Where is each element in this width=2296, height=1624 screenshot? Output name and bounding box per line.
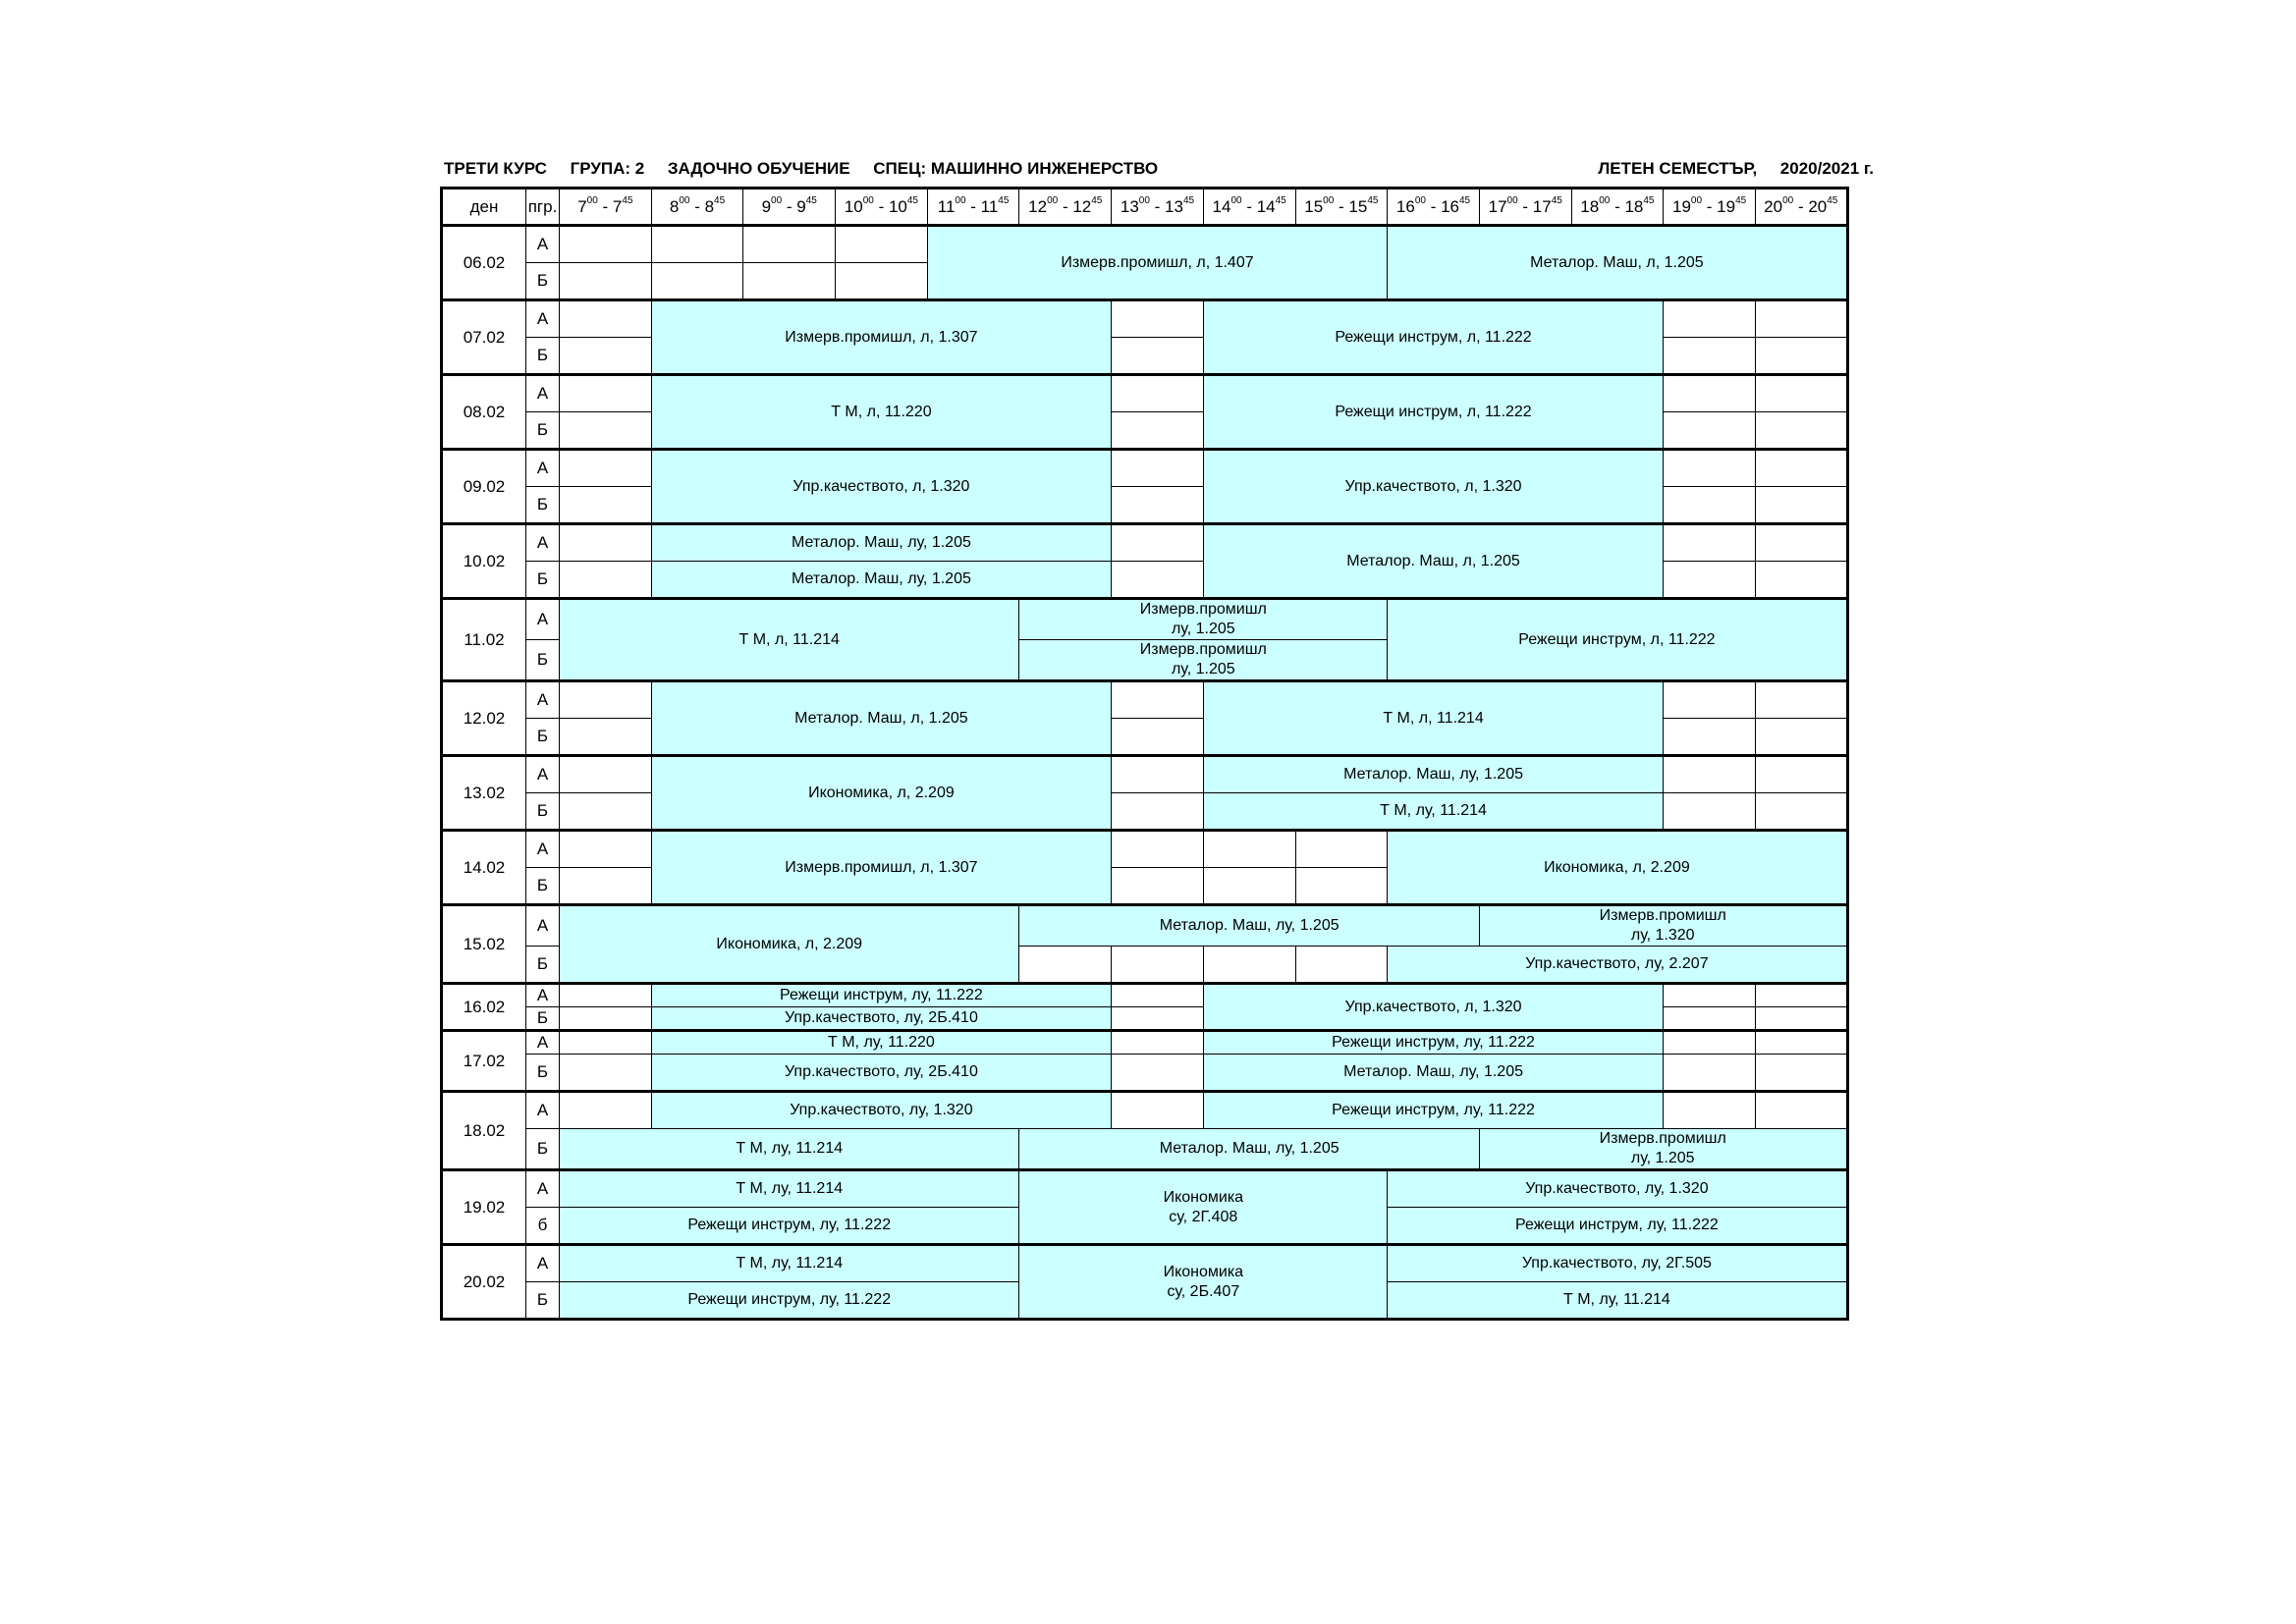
empty-cell bbox=[560, 831, 652, 868]
class-cell: Измерв.промишл, л, 1.307 bbox=[651, 300, 1111, 375]
day-date: 14.02 bbox=[442, 831, 526, 905]
empty-cell bbox=[1664, 984, 1756, 1007]
class-cell: Режещи инструм, л, 11.222 bbox=[1388, 599, 1847, 681]
empty-cell bbox=[1203, 831, 1295, 868]
day-date: 20.02 bbox=[442, 1245, 526, 1320]
class-cell: Металор. Маш, лу, 1.205 bbox=[651, 524, 1111, 562]
class-cell: Икономика, л, 2.209 bbox=[560, 905, 1019, 984]
subgroup-label: А bbox=[526, 681, 560, 719]
class-cell: Т М, л, 11.214 bbox=[560, 599, 1019, 681]
empty-cell bbox=[1112, 487, 1204, 524]
empty-cell bbox=[1664, 1092, 1756, 1129]
empty-cell bbox=[1112, 793, 1204, 831]
class-cell: Металор. Маш, лу, 1.205 bbox=[1019, 1129, 1479, 1170]
empty-cell bbox=[560, 412, 652, 450]
empty-cell bbox=[560, 984, 652, 1007]
class-cell: Упр.качеството, лу, 2Б.410 bbox=[651, 1007, 1111, 1031]
semester-label: ЛЕТЕН СЕМЕСТЪР, 2020/2021 г. bbox=[1598, 159, 1874, 178]
day-date: 13.02 bbox=[442, 756, 526, 831]
schedule-row bbox=[442, 1245, 1848, 1282]
empty-cell bbox=[560, 338, 652, 375]
subgroup-label: А bbox=[526, 450, 560, 487]
subgroup-label: А bbox=[526, 524, 560, 562]
time-slot-header: $18^{00} - 18^{45}$ bbox=[1571, 189, 1664, 226]
empty-cell bbox=[560, 300, 652, 338]
schedule-row bbox=[442, 226, 1848, 263]
empty-cell bbox=[560, 524, 652, 562]
empty-cell bbox=[1664, 524, 1756, 562]
time-slot-header: $19^{00} - 19^{45}$ bbox=[1664, 189, 1756, 226]
subgroup-label: б bbox=[526, 1208, 560, 1245]
empty-cell bbox=[1755, 450, 1847, 487]
subgroup-label: А bbox=[526, 226, 560, 263]
class-cell: Металор. Маш, л, 1.205 bbox=[1203, 524, 1663, 599]
subgroup-label: Б bbox=[526, 263, 560, 300]
day-date: 15.02 bbox=[442, 905, 526, 984]
empty-cell bbox=[1664, 450, 1756, 487]
schedule-row bbox=[442, 375, 1848, 412]
empty-cell bbox=[1664, 793, 1756, 831]
subgroup-label: А bbox=[526, 599, 560, 640]
class-cell: Металор. Маш, л, 1.205 bbox=[1388, 226, 1847, 300]
empty-cell bbox=[1755, 375, 1847, 412]
empty-cell bbox=[560, 1031, 652, 1055]
class-cell: Режещи инструм, л, 11.222 bbox=[1203, 375, 1663, 450]
class-cell: Упр.качеството, л, 1.320 bbox=[1203, 450, 1663, 524]
class-cell: Металор. Маш, лу, 1.205 bbox=[1019, 905, 1479, 947]
class-cell: Т М, лу, 11.220 bbox=[651, 1031, 1111, 1055]
class-cell: Т М, лу, 11.214 bbox=[1388, 1282, 1847, 1320]
time-slot-header: $20^{00} - 20^{45}$ bbox=[1755, 189, 1847, 226]
empty-cell bbox=[560, 263, 652, 300]
empty-cell bbox=[560, 1055, 652, 1092]
empty-cell bbox=[1203, 947, 1295, 984]
class-cell: Т М, л, 11.220 bbox=[651, 375, 1111, 450]
empty-cell bbox=[1112, 450, 1204, 487]
empty-cell bbox=[1112, 1007, 1204, 1031]
empty-cell bbox=[743, 263, 836, 300]
time-slot-header: $10^{00} - 10^{45}$ bbox=[836, 189, 928, 226]
empty-cell bbox=[560, 793, 652, 831]
schedule-row bbox=[442, 1055, 1848, 1092]
class-cell: Упр.качеството, л, 1.320 bbox=[651, 450, 1111, 524]
header-row bbox=[442, 189, 1848, 226]
empty-cell bbox=[1755, 524, 1847, 562]
class-cell: Режещи инструм, лу, 11.222 bbox=[560, 1282, 1019, 1320]
day-date: 07.02 bbox=[442, 300, 526, 375]
day-date: 06.02 bbox=[442, 226, 526, 300]
class-cell: Упр.качеството, лу, 2Г.505 bbox=[1388, 1245, 1847, 1282]
empty-cell bbox=[1755, 984, 1847, 1007]
schedule-row bbox=[442, 831, 1848, 868]
empty-cell bbox=[1112, 947, 1204, 984]
subgroup-label: Б bbox=[526, 1282, 560, 1320]
empty-cell bbox=[1664, 412, 1756, 450]
class-cell: Режещи инструм, лу, 11.222 bbox=[560, 1208, 1019, 1245]
empty-cell bbox=[560, 487, 652, 524]
schedule-row bbox=[442, 1129, 1848, 1170]
day-date: 17.02 bbox=[442, 1031, 526, 1092]
schedule-table bbox=[440, 187, 1849, 1321]
class-cell: Т М, лу, 11.214 bbox=[560, 1245, 1019, 1282]
empty-cell bbox=[1112, 756, 1204, 793]
subgroup-label: А bbox=[526, 831, 560, 868]
empty-cell bbox=[1112, 984, 1204, 1007]
empty-cell bbox=[1755, 1092, 1847, 1129]
subgroup-label: Б bbox=[526, 487, 560, 524]
schedule-row bbox=[442, 300, 1848, 338]
empty-cell bbox=[560, 1092, 652, 1129]
class-cell: Измерв.промишл, л, 1.307 bbox=[651, 831, 1111, 905]
time-slot-header: $11^{00} - 11^{45}$ bbox=[927, 189, 1019, 226]
day-date: 09.02 bbox=[442, 450, 526, 524]
empty-cell bbox=[1112, 338, 1204, 375]
schedule-row bbox=[442, 756, 1848, 793]
empty-cell bbox=[1664, 487, 1756, 524]
class-cell: Металор. Маш, лу, 1.205 bbox=[651, 562, 1111, 599]
schedule-row bbox=[442, 1170, 1848, 1208]
empty-cell bbox=[560, 1007, 652, 1031]
empty-cell bbox=[1755, 793, 1847, 831]
empty-cell bbox=[651, 263, 743, 300]
schedule-row bbox=[442, 1031, 1848, 1055]
empty-cell bbox=[1664, 338, 1756, 375]
empty-cell bbox=[836, 263, 928, 300]
empty-cell bbox=[1295, 831, 1388, 868]
subgroup-label: А bbox=[526, 1092, 560, 1129]
class-cell: Режещи инструм, лу, 11.222 bbox=[1203, 1031, 1663, 1055]
empty-cell bbox=[1755, 1007, 1847, 1031]
class-cell: Измерв.промишл лу, 1.205 bbox=[1019, 599, 1388, 640]
time-slot-header: $14^{00} - 14^{45}$ bbox=[1203, 189, 1295, 226]
subgroup-label: А bbox=[526, 905, 560, 947]
class-cell: Режещи инструм, лу, 11.222 bbox=[1203, 1092, 1663, 1129]
empty-cell bbox=[1019, 947, 1112, 984]
empty-cell bbox=[1112, 1031, 1204, 1055]
empty-cell bbox=[1112, 412, 1204, 450]
day-date: 16.02 bbox=[442, 984, 526, 1031]
class-cell: Икономика, л, 2.209 bbox=[1388, 831, 1847, 905]
empty-cell bbox=[1112, 1055, 1204, 1092]
class-cell: Упр.качеството, лу, 1.320 bbox=[651, 1092, 1111, 1129]
class-cell: Т М, лу, 11.214 bbox=[560, 1129, 1019, 1170]
class-cell: Икономика су, 2Г.408 bbox=[1019, 1170, 1388, 1245]
class-cell: Металор. Маш, л, 1.205 bbox=[651, 681, 1111, 756]
empty-cell bbox=[1755, 562, 1847, 599]
day-date: 10.02 bbox=[442, 524, 526, 599]
day-column-header: ден bbox=[442, 189, 526, 226]
empty-cell bbox=[1112, 300, 1204, 338]
class-cell: Т М, лу, 11.214 bbox=[560, 1170, 1019, 1208]
subgroup-label: Б bbox=[526, 1055, 560, 1092]
empty-cell bbox=[836, 226, 928, 263]
schedule-row bbox=[442, 524, 1848, 562]
schedule-row bbox=[442, 599, 1848, 640]
empty-cell bbox=[560, 450, 652, 487]
empty-cell bbox=[560, 681, 652, 719]
empty-cell bbox=[1755, 756, 1847, 793]
subgroup-label: А bbox=[526, 1031, 560, 1055]
class-cell: Режещи инструм, л, 11.222 bbox=[1203, 300, 1663, 375]
subgroup-label: Б bbox=[526, 868, 560, 905]
empty-cell bbox=[560, 375, 652, 412]
schedule-row bbox=[442, 984, 1848, 1007]
empty-cell bbox=[1203, 868, 1295, 905]
empty-cell bbox=[1755, 1055, 1847, 1092]
empty-cell bbox=[1112, 524, 1204, 562]
class-cell: Металор. Маш, лу, 1.205 bbox=[1203, 756, 1663, 793]
subgroup-label: Б bbox=[526, 1007, 560, 1031]
class-cell: Режещи инструм, лу, 11.222 bbox=[1388, 1208, 1847, 1245]
subgroup-label: А bbox=[526, 756, 560, 793]
subgroup-label: А bbox=[526, 984, 560, 1007]
class-cell: Икономика су, 2Б.407 bbox=[1019, 1245, 1388, 1320]
subgroup-label: Б bbox=[526, 947, 560, 984]
empty-cell bbox=[1755, 300, 1847, 338]
class-cell: Т М, л, 11.214 bbox=[1203, 681, 1663, 756]
empty-cell bbox=[1112, 1092, 1204, 1129]
empty-cell bbox=[1112, 562, 1204, 599]
empty-cell bbox=[1295, 947, 1388, 984]
class-cell: Измерв.промишл лу, 1.205 bbox=[1479, 1129, 1847, 1170]
empty-cell bbox=[1664, 300, 1756, 338]
time-slot-header: $15^{00} - 15^{45}$ bbox=[1295, 189, 1388, 226]
subgroup-label: А bbox=[526, 375, 560, 412]
class-cell: Измерв.промишл лу, 1.205 bbox=[1019, 640, 1388, 681]
empty-cell bbox=[560, 719, 652, 756]
empty-cell bbox=[1664, 1007, 1756, 1031]
class-cell: Режещи инструм, лу, 11.222 bbox=[651, 984, 1111, 1007]
day-date: 11.02 bbox=[442, 599, 526, 681]
class-cell: Икономика, л, 2.209 bbox=[651, 756, 1111, 831]
empty-cell bbox=[1755, 681, 1847, 719]
subgroup-label: Б bbox=[526, 412, 560, 450]
empty-cell bbox=[560, 226, 652, 263]
empty-cell bbox=[560, 756, 652, 793]
class-cell: Упр.качеството, лу, 2.207 bbox=[1388, 947, 1847, 984]
time-slot-header: $16^{00} - 16^{45}$ bbox=[1388, 189, 1480, 226]
empty-cell bbox=[1755, 338, 1847, 375]
subgroup-label: Б bbox=[526, 793, 560, 831]
class-cell: Упр.качеството, лу, 1.320 bbox=[1388, 1170, 1847, 1208]
empty-cell bbox=[1112, 868, 1204, 905]
subgroup-label: Б bbox=[526, 338, 560, 375]
class-cell: Металор. Маш, лу, 1.205 bbox=[1203, 1055, 1663, 1092]
empty-cell bbox=[1664, 375, 1756, 412]
empty-cell bbox=[1755, 1031, 1847, 1055]
time-slot-header: $8^{00} - 8^{45}$ bbox=[651, 189, 743, 226]
subgroup-label: Б bbox=[526, 640, 560, 681]
time-slot-header: $13^{00} - 13^{45}$ bbox=[1112, 189, 1204, 226]
subgroup-label: А bbox=[526, 1245, 560, 1282]
schedule-title: ТРЕТИ КУРС ГРУПА: 2 ЗАДОЧНО ОБУЧЕНИЕ СПЕЦ: МАШИННО ИНЖЕНЕРСТВО bbox=[444, 159, 1159, 178]
schedule-row bbox=[442, 450, 1848, 487]
subgroup-column-header: пгр. bbox=[526, 189, 560, 226]
empty-cell bbox=[560, 562, 652, 599]
class-cell: Т М, лу, 11.214 bbox=[1203, 793, 1663, 831]
day-date: 19.02 bbox=[442, 1170, 526, 1245]
day-date: 08.02 bbox=[442, 375, 526, 450]
empty-cell bbox=[1664, 1055, 1756, 1092]
empty-cell bbox=[743, 226, 836, 263]
subgroup-label: А bbox=[526, 1170, 560, 1208]
empty-cell bbox=[1112, 719, 1204, 756]
class-cell: Упр.качеството, л, 1.320 bbox=[1203, 984, 1663, 1031]
day-date: 12.02 bbox=[442, 681, 526, 756]
class-cell: Измерв.промишл, л, 1.407 bbox=[927, 226, 1387, 300]
empty-cell bbox=[1664, 756, 1756, 793]
class-cell: Упр.качеството, лу, 2Б.410 bbox=[651, 1055, 1111, 1092]
empty-cell bbox=[1664, 681, 1756, 719]
schedule-row bbox=[442, 905, 1848, 947]
empty-cell bbox=[1755, 719, 1847, 756]
subgroup-label: Б bbox=[526, 562, 560, 599]
subgroup-label: А bbox=[526, 300, 560, 338]
empty-cell bbox=[1664, 719, 1756, 756]
schedule-row bbox=[442, 681, 1848, 719]
empty-cell bbox=[1112, 681, 1204, 719]
empty-cell bbox=[1295, 868, 1388, 905]
empty-cell bbox=[1664, 562, 1756, 599]
empty-cell bbox=[1112, 831, 1204, 868]
time-slot-header: $12^{00} - 12^{45}$ bbox=[1019, 189, 1112, 226]
schedule-row bbox=[442, 1092, 1848, 1129]
empty-cell bbox=[651, 226, 743, 263]
empty-cell bbox=[1664, 1031, 1756, 1055]
day-date: 18.02 bbox=[442, 1092, 526, 1170]
empty-cell bbox=[1755, 487, 1847, 524]
time-slot-header: $9^{00} - 9^{45}$ bbox=[743, 189, 836, 226]
empty-cell bbox=[1112, 375, 1204, 412]
time-slot-header: $7^{00} - 7^{45}$ bbox=[560, 189, 652, 226]
empty-cell bbox=[560, 868, 652, 905]
subgroup-label: Б bbox=[526, 719, 560, 756]
empty-cell bbox=[1755, 412, 1847, 450]
class-cell: Измерв.промишл лу, 1.320 bbox=[1479, 905, 1847, 947]
time-slot-header: $17^{00} - 17^{45}$ bbox=[1479, 189, 1571, 226]
subgroup-label: Б bbox=[526, 1129, 560, 1170]
